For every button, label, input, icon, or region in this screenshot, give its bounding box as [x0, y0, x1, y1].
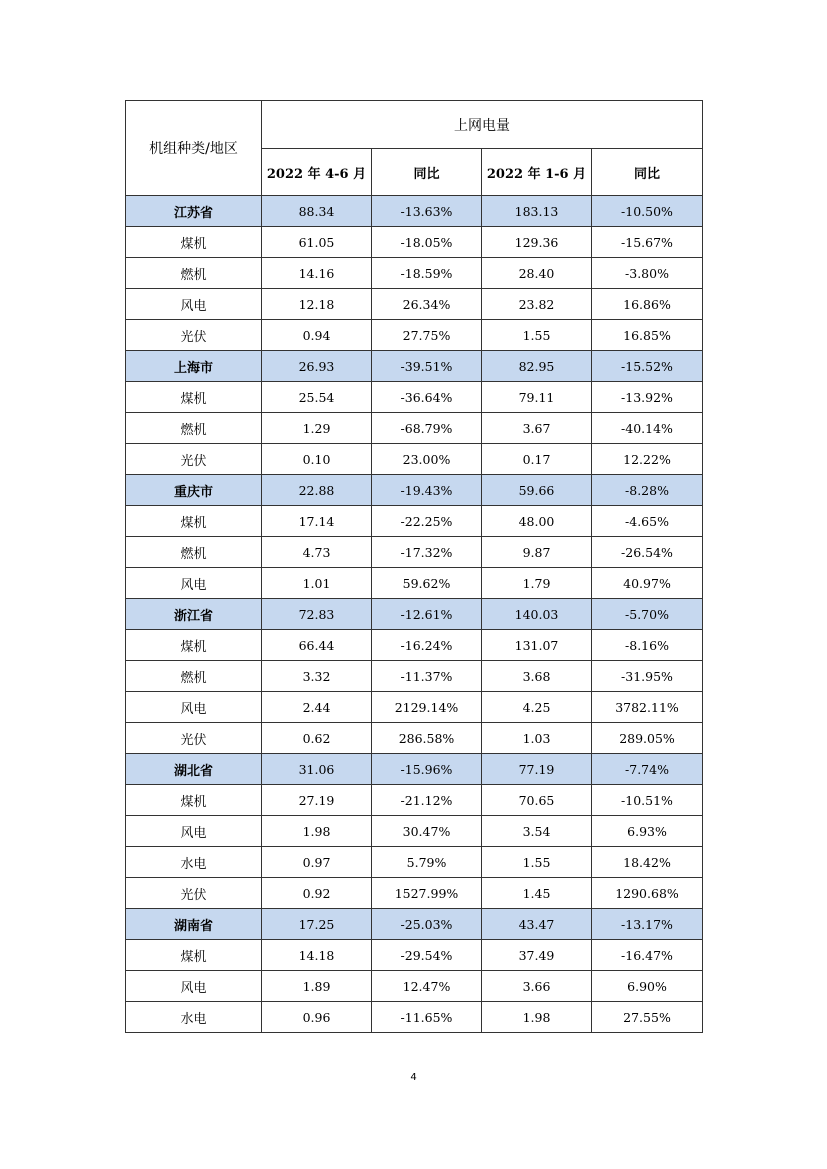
h1-yoy: 1290.68% [592, 878, 703, 909]
q2-value: 27.19 [262, 785, 372, 816]
q2-yoy: -17.32% [372, 537, 482, 568]
row-label: 光伏 [126, 320, 262, 351]
h1-yoy: -16.47% [592, 940, 703, 971]
row-label: 煤机 [126, 506, 262, 537]
h1-value: 3.67 [482, 413, 592, 444]
generation-table [125, 100, 703, 1033]
row-label: 风电 [126, 289, 262, 320]
h1-yoy: 6.90% [592, 971, 703, 1002]
h1-value: 140.03 [482, 599, 592, 630]
row-label: 上海市 [126, 351, 262, 382]
h1-value: 82.95 [482, 351, 592, 382]
h1-yoy: 6.93% [592, 816, 703, 847]
q2-value: 61.05 [262, 227, 372, 258]
h1-yoy: -15.52% [592, 351, 703, 382]
table-row [126, 506, 703, 537]
q2-value: 1.89 [262, 971, 372, 1002]
h1-value: 1.45 [482, 878, 592, 909]
h1-value: 79.11 [482, 382, 592, 413]
h1-yoy: 40.97% [592, 568, 703, 599]
table-row [126, 971, 703, 1002]
table-row [126, 723, 703, 754]
table-row [126, 413, 703, 444]
q2-value: 12.18 [262, 289, 372, 320]
q2-value: 72.83 [262, 599, 372, 630]
row-label: 湖北省 [126, 754, 262, 785]
q2-yoy: -19.43% [372, 475, 482, 506]
q2-value: 0.97 [262, 847, 372, 878]
q2-yoy: -11.65% [372, 1002, 482, 1033]
row-label: 江苏省 [126, 196, 262, 227]
row-label: 煤机 [126, 785, 262, 816]
q2-value: 2.44 [262, 692, 372, 723]
table-row [126, 785, 703, 816]
region-row [126, 909, 703, 940]
q2-value: 3.32 [262, 661, 372, 692]
q2-yoy: 30.47% [372, 816, 482, 847]
q2-value: 31.06 [262, 754, 372, 785]
q2-yoy: 12.47% [372, 971, 482, 1002]
region-row [126, 754, 703, 785]
q2-yoy: -16.24% [372, 630, 482, 661]
header-q2-yoy: 同比 [372, 149, 482, 196]
row-label: 光伏 [126, 444, 262, 475]
q2-yoy: -12.61% [372, 599, 482, 630]
q2-yoy: 2129.14% [372, 692, 482, 723]
q2-value: 26.93 [262, 351, 372, 382]
table-row [126, 816, 703, 847]
table-row [126, 289, 703, 320]
h1-value: 4.25 [482, 692, 592, 723]
table-row [126, 227, 703, 258]
h1-yoy: -40.14% [592, 413, 703, 444]
q2-yoy: 1527.99% [372, 878, 482, 909]
q2-yoy: 26.34% [372, 289, 482, 320]
q2-value: 14.16 [262, 258, 372, 289]
h1-value: 37.49 [482, 940, 592, 971]
h1-value: 43.47 [482, 909, 592, 940]
row-label: 水电 [126, 847, 262, 878]
q2-value: 1.01 [262, 568, 372, 599]
q2-yoy: -21.12% [372, 785, 482, 816]
corner-header: 机组种类/地区 [126, 101, 262, 196]
h1-value: 28.40 [482, 258, 592, 289]
row-label: 风电 [126, 816, 262, 847]
table-row [126, 258, 703, 289]
h1-value: 3.66 [482, 971, 592, 1002]
row-label: 煤机 [126, 382, 262, 413]
h1-value: 48.00 [482, 506, 592, 537]
h1-value: 1.79 [482, 568, 592, 599]
q2-value: 22.88 [262, 475, 372, 506]
q2-yoy: -18.59% [372, 258, 482, 289]
h1-value: 0.17 [482, 444, 592, 475]
row-label: 燃机 [126, 661, 262, 692]
q2-value: 25.54 [262, 382, 372, 413]
q2-value: 17.14 [262, 506, 372, 537]
q2-value: 0.62 [262, 723, 372, 754]
h1-value: 1.98 [482, 1002, 592, 1033]
table-row [126, 320, 703, 351]
h1-yoy: -31.95% [592, 661, 703, 692]
q2-yoy: -15.96% [372, 754, 482, 785]
row-label: 风电 [126, 692, 262, 723]
table-row [126, 537, 703, 568]
region-row [126, 196, 703, 227]
h1-yoy: -8.28% [592, 475, 703, 506]
row-label: 重庆市 [126, 475, 262, 506]
q2-yoy: -13.63% [372, 196, 482, 227]
h1-yoy: -13.92% [592, 382, 703, 413]
h1-yoy: -10.50% [592, 196, 703, 227]
region-row [126, 475, 703, 506]
table-row [126, 568, 703, 599]
h1-value: 131.07 [482, 630, 592, 661]
h1-value: 1.03 [482, 723, 592, 754]
q2-yoy: 286.58% [372, 723, 482, 754]
table-row [126, 847, 703, 878]
row-label: 燃机 [126, 413, 262, 444]
table-row [126, 878, 703, 909]
h1-value: 183.13 [482, 196, 592, 227]
q2-value: 1.29 [262, 413, 372, 444]
table-row [126, 444, 703, 475]
header-h1: 2022 年 1-6 月 [482, 149, 592, 196]
q2-value: 0.10 [262, 444, 372, 475]
h1-yoy: -26.54% [592, 537, 703, 568]
row-label: 水电 [126, 1002, 262, 1033]
header-q2: 2022 年 4-6 月 [262, 149, 372, 196]
h1-yoy: 3782.11% [592, 692, 703, 723]
q2-value: 0.92 [262, 878, 372, 909]
table-header-row [126, 101, 703, 149]
h1-value: 59.66 [482, 475, 592, 506]
q2-yoy: -25.03% [372, 909, 482, 940]
row-label: 燃机 [126, 537, 262, 568]
row-label: 煤机 [126, 940, 262, 971]
h1-value: 9.87 [482, 537, 592, 568]
h1-value: 3.68 [482, 661, 592, 692]
h1-value: 70.65 [482, 785, 592, 816]
h1-yoy: 16.86% [592, 289, 703, 320]
row-label: 光伏 [126, 878, 262, 909]
q2-yoy: -18.05% [372, 227, 482, 258]
page-number: 4 [410, 1072, 417, 1083]
h1-yoy: -7.74% [592, 754, 703, 785]
h1-value: 1.55 [482, 320, 592, 351]
q2-value: 66.44 [262, 630, 372, 661]
h1-yoy: 12.22% [592, 444, 703, 475]
q2-value: 0.94 [262, 320, 372, 351]
q2-value: 1.98 [262, 816, 372, 847]
table-row [126, 1002, 703, 1033]
h1-yoy: 27.55% [592, 1002, 703, 1033]
q2-value: 0.96 [262, 1002, 372, 1033]
q2-value: 17.25 [262, 909, 372, 940]
q2-yoy: 23.00% [372, 444, 482, 475]
q2-value: 88.34 [262, 196, 372, 227]
region-row [126, 351, 703, 382]
table-row [126, 692, 703, 723]
q2-yoy: -22.25% [372, 506, 482, 537]
h1-yoy: -13.17% [592, 909, 703, 940]
q2-yoy: -36.64% [372, 382, 482, 413]
table-row [126, 630, 703, 661]
q2-yoy: 27.75% [372, 320, 482, 351]
region-row [126, 599, 703, 630]
q2-value: 4.73 [262, 537, 372, 568]
header-h1-yoy: 同比 [592, 149, 703, 196]
q2-yoy: -29.54% [372, 940, 482, 971]
row-label: 光伏 [126, 723, 262, 754]
q2-yoy: 5.79% [372, 847, 482, 878]
h1-yoy: -15.67% [592, 227, 703, 258]
h1-yoy: -4.65% [592, 506, 703, 537]
row-label: 煤机 [126, 630, 262, 661]
h1-value: 3.54 [482, 816, 592, 847]
h1-yoy: 18.42% [592, 847, 703, 878]
h1-value: 129.36 [482, 227, 592, 258]
q2-value: 14.18 [262, 940, 372, 971]
h1-value: 77.19 [482, 754, 592, 785]
group-header: 上网电量 [262, 101, 703, 149]
row-label: 浙江省 [126, 599, 262, 630]
h1-yoy: 16.85% [592, 320, 703, 351]
row-label: 风电 [126, 971, 262, 1002]
h1-yoy: -8.16% [592, 630, 703, 661]
h1-value: 1.55 [482, 847, 592, 878]
h1-yoy: -5.70% [592, 599, 703, 630]
h1-yoy: 289.05% [592, 723, 703, 754]
table-row [126, 940, 703, 971]
row-label: 湖南省 [126, 909, 262, 940]
h1-yoy: -3.80% [592, 258, 703, 289]
row-label: 燃机 [126, 258, 262, 289]
q2-yoy: -39.51% [372, 351, 482, 382]
table-row [126, 661, 703, 692]
h1-value: 23.82 [482, 289, 592, 320]
q2-yoy: 59.62% [372, 568, 482, 599]
table-row [126, 382, 703, 413]
row-label: 风电 [126, 568, 262, 599]
q2-yoy: -68.79% [372, 413, 482, 444]
h1-yoy: -10.51% [592, 785, 703, 816]
q2-yoy: -11.37% [372, 661, 482, 692]
row-label: 煤机 [126, 227, 262, 258]
